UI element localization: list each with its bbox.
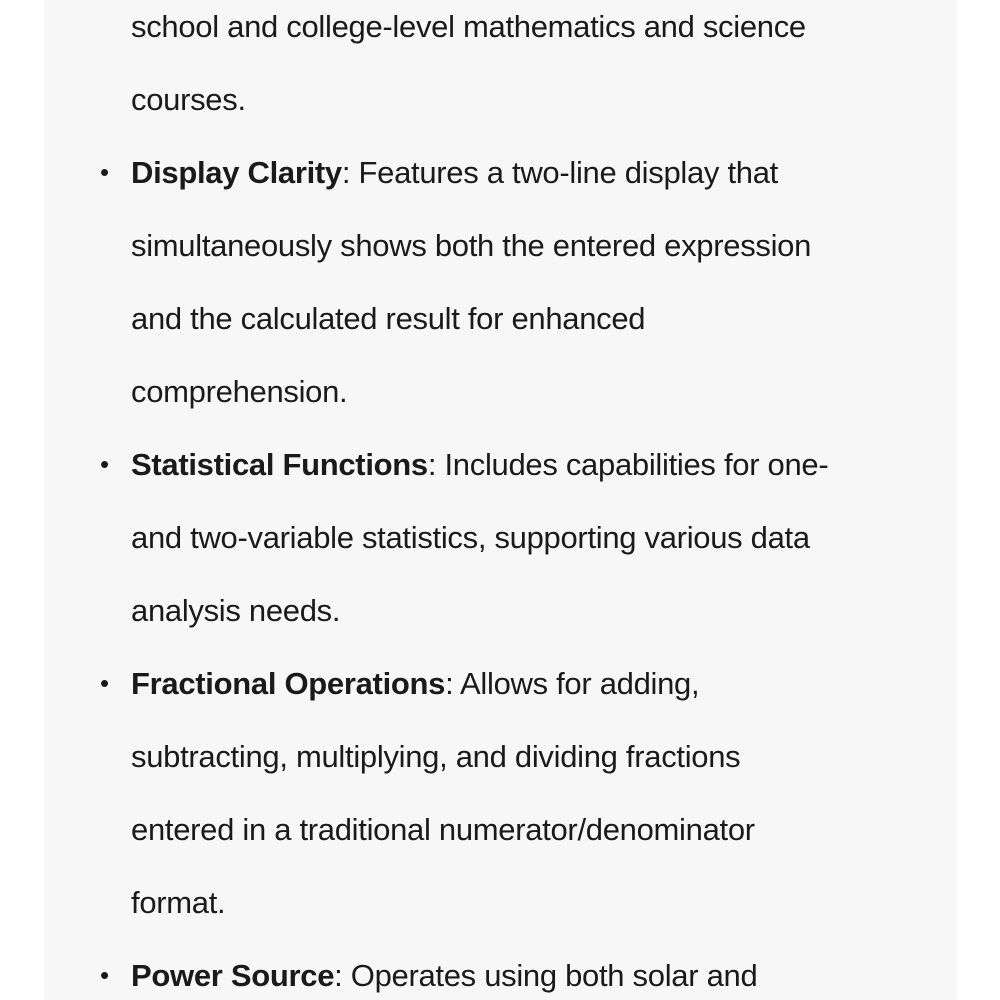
intro-line: school and college-level mathematics and science xyxy=(131,9,806,44)
feature-description: : Operates using both solar and xyxy=(334,958,758,993)
list-item-power-source xyxy=(44,939,957,1000)
list-item-display-clarity xyxy=(44,136,957,428)
list-item-line: and the calculated result for enhanced xyxy=(131,301,646,336)
feature-description: : Includes capabilities for one- xyxy=(427,447,829,482)
list-item-first-line xyxy=(44,939,957,1000)
bullet-icon: • xyxy=(100,157,109,187)
list-item-line: format. xyxy=(131,885,226,920)
intro-line: courses. xyxy=(131,82,246,117)
list-item-first-line xyxy=(44,428,957,501)
feature-description: : Allows for adding, xyxy=(445,666,700,701)
feature-term: Fractional Operations xyxy=(131,666,446,701)
list-item-line: entered in a traditional numerator/denominator xyxy=(131,812,755,847)
bullet-icon: • xyxy=(100,960,109,990)
list-item-line: simultaneously shows both the entered expression xyxy=(131,228,812,263)
list-item-first-line xyxy=(44,136,957,209)
list-item-fractional-operations xyxy=(44,647,957,939)
feature-term: Statistical Functions xyxy=(131,447,428,482)
list-item-line: subtracting, multiplying, and dividing fractions xyxy=(131,739,741,774)
list-item-first-line xyxy=(44,647,957,720)
feature-term: Display Clarity xyxy=(131,155,342,190)
feature-description: : Features a two-line display that xyxy=(341,155,778,190)
list-item-statistical-functions xyxy=(44,428,957,647)
feature-term: Power Source xyxy=(131,958,335,993)
bullet-icon: • xyxy=(100,668,109,698)
content-panel xyxy=(44,0,957,1000)
list-item-line: comprehension. xyxy=(131,374,348,409)
feature-list xyxy=(44,0,957,1000)
list-item-line: and two-variable statistics, supporting various data xyxy=(131,520,810,555)
list-item-line: analysis needs. xyxy=(131,593,341,628)
bullet-icon: • xyxy=(100,449,109,479)
